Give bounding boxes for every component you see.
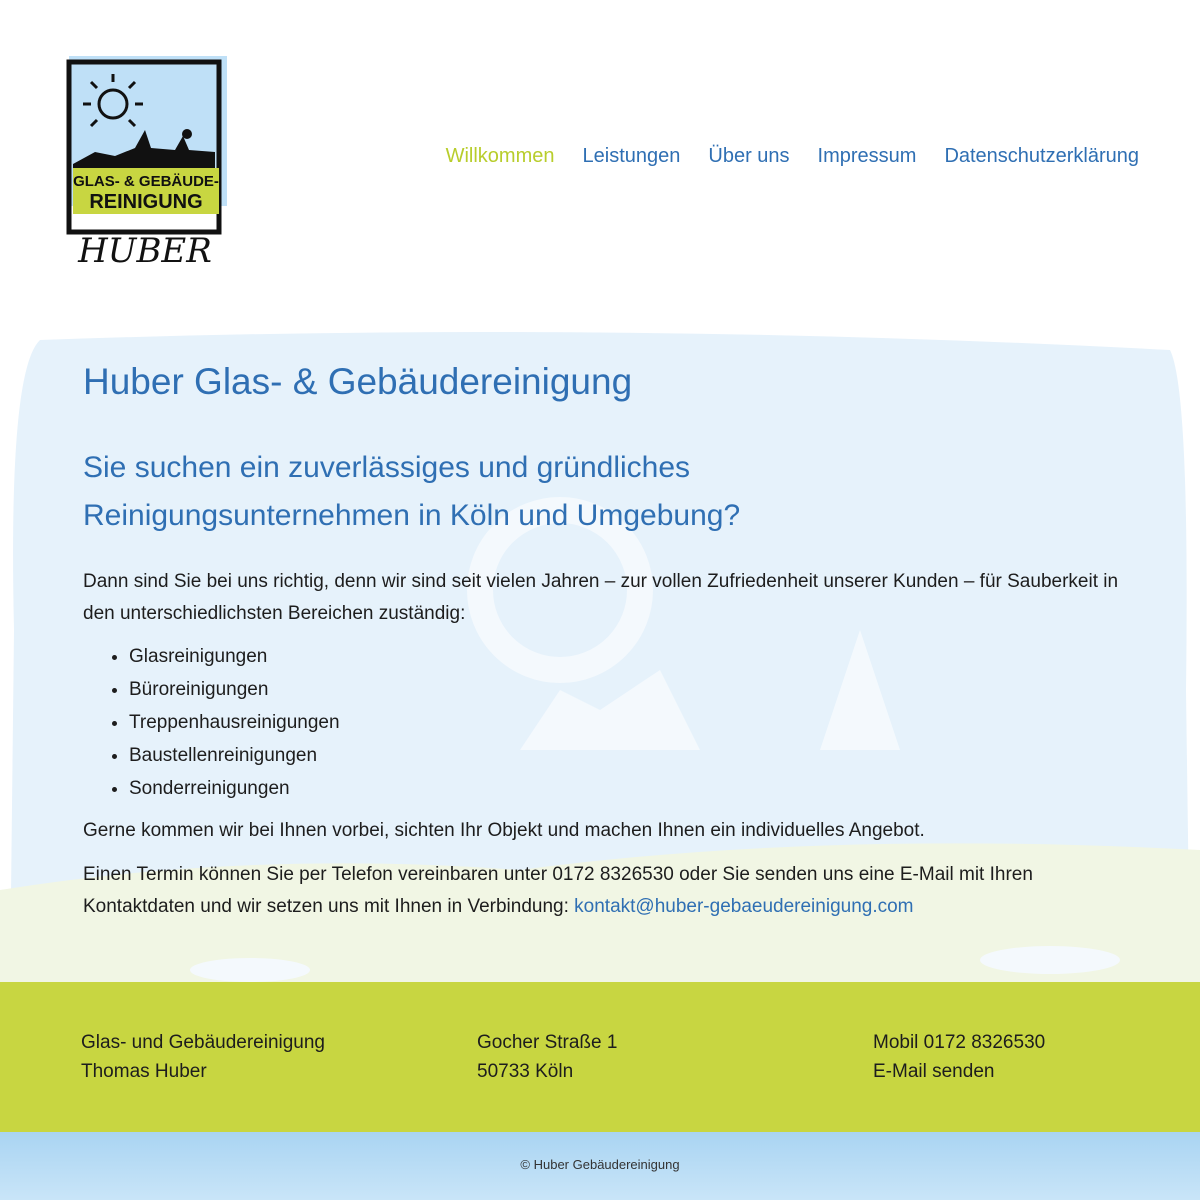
list-item: • Sonderreinigungen <box>129 772 1123 805</box>
site-header <box>0 0 1200 300</box>
footer-mobile: Mobil 0172 8326530 <box>873 1032 1046 1053</box>
footer-email-link[interactable]: E-Mail senden <box>873 1061 995 1082</box>
footer-city: 50733 Köln <box>477 1061 574 1082</box>
copyright-text: © Huber Gebäudereinigung <box>520 1157 680 1172</box>
nav-item-leistungen[interactable]: Leistungen <box>582 145 681 167</box>
list-item: • Treppenhausreinigungen <box>129 706 1123 739</box>
main-navigation <box>446 145 1139 168</box>
nav-item-impressum[interactable]: Impressum <box>817 145 917 167</box>
footer-owner-name: Thomas Huber <box>81 1061 207 1082</box>
footer-street: Gocher Straße 1 <box>477 1032 618 1053</box>
footer-contact <box>873 1028 1045 1086</box>
list-item: • Glasreinigungen <box>129 640 1123 673</box>
main-content <box>83 360 1123 923</box>
page-title: Huber Glas- & Gebäudereinigung <box>83 361 633 402</box>
email-link[interactable]: kontakt@huber-gebaeudereinigung.com <box>574 896 914 918</box>
nav-item-willkommen[interactable]: Willkommen <box>445 145 555 167</box>
nav-item-ueber-uns[interactable]: Über uns <box>708 145 790 167</box>
logo-signature: HUBER <box>78 231 212 270</box>
intro-paragraph: Dann sind Sie bei uns richtig, denn wir sind seit vielen Jahren – zur vollen Zufriedenheit unserer Kunden – für Sauberkeit in den unterschiedlichsten Bereichen zuständig: <box>83 571 1119 625</box>
contact-paragraph <box>83 859 1123 923</box>
list-item: • Büroreinigungen <box>129 673 1123 706</box>
logo-line1: GLAS- & GEBÄUDE- <box>73 173 219 190</box>
footer-address <box>477 1028 617 1086</box>
logo-line2: REINIGUNG <box>89 191 203 213</box>
contact-text: Einen Termin können Sie per Telefon vereinbaren unter 0172 8326530 oder Sie senden uns eine E-Mail mit Ihren Kontaktdaten und wir setzen uns mit Ihnen in Verbindung: <box>83 864 1033 918</box>
visit-paragraph: Gerne kommen wir bei Ihnen vorbei, sichten Ihr Objekt und machen Ihnen ein individuelles Angebot. <box>83 820 925 842</box>
footer-company-name: Glas- und Gebäudereinigung <box>81 1032 326 1053</box>
footer-company <box>81 1028 325 1086</box>
list-item: • Baustellenreinigungen <box>129 739 1123 772</box>
nav-item-datenschutz[interactable]: Datenschutzerklärung <box>944 145 1139 167</box>
page-subtitle: Sie suchen ein zuverlässiges und gründliches Reinigungsunternehmen in Köln und Umgebung? <box>83 451 741 533</box>
company-logo[interactable] <box>55 52 233 270</box>
services-list <box>83 640 1123 805</box>
